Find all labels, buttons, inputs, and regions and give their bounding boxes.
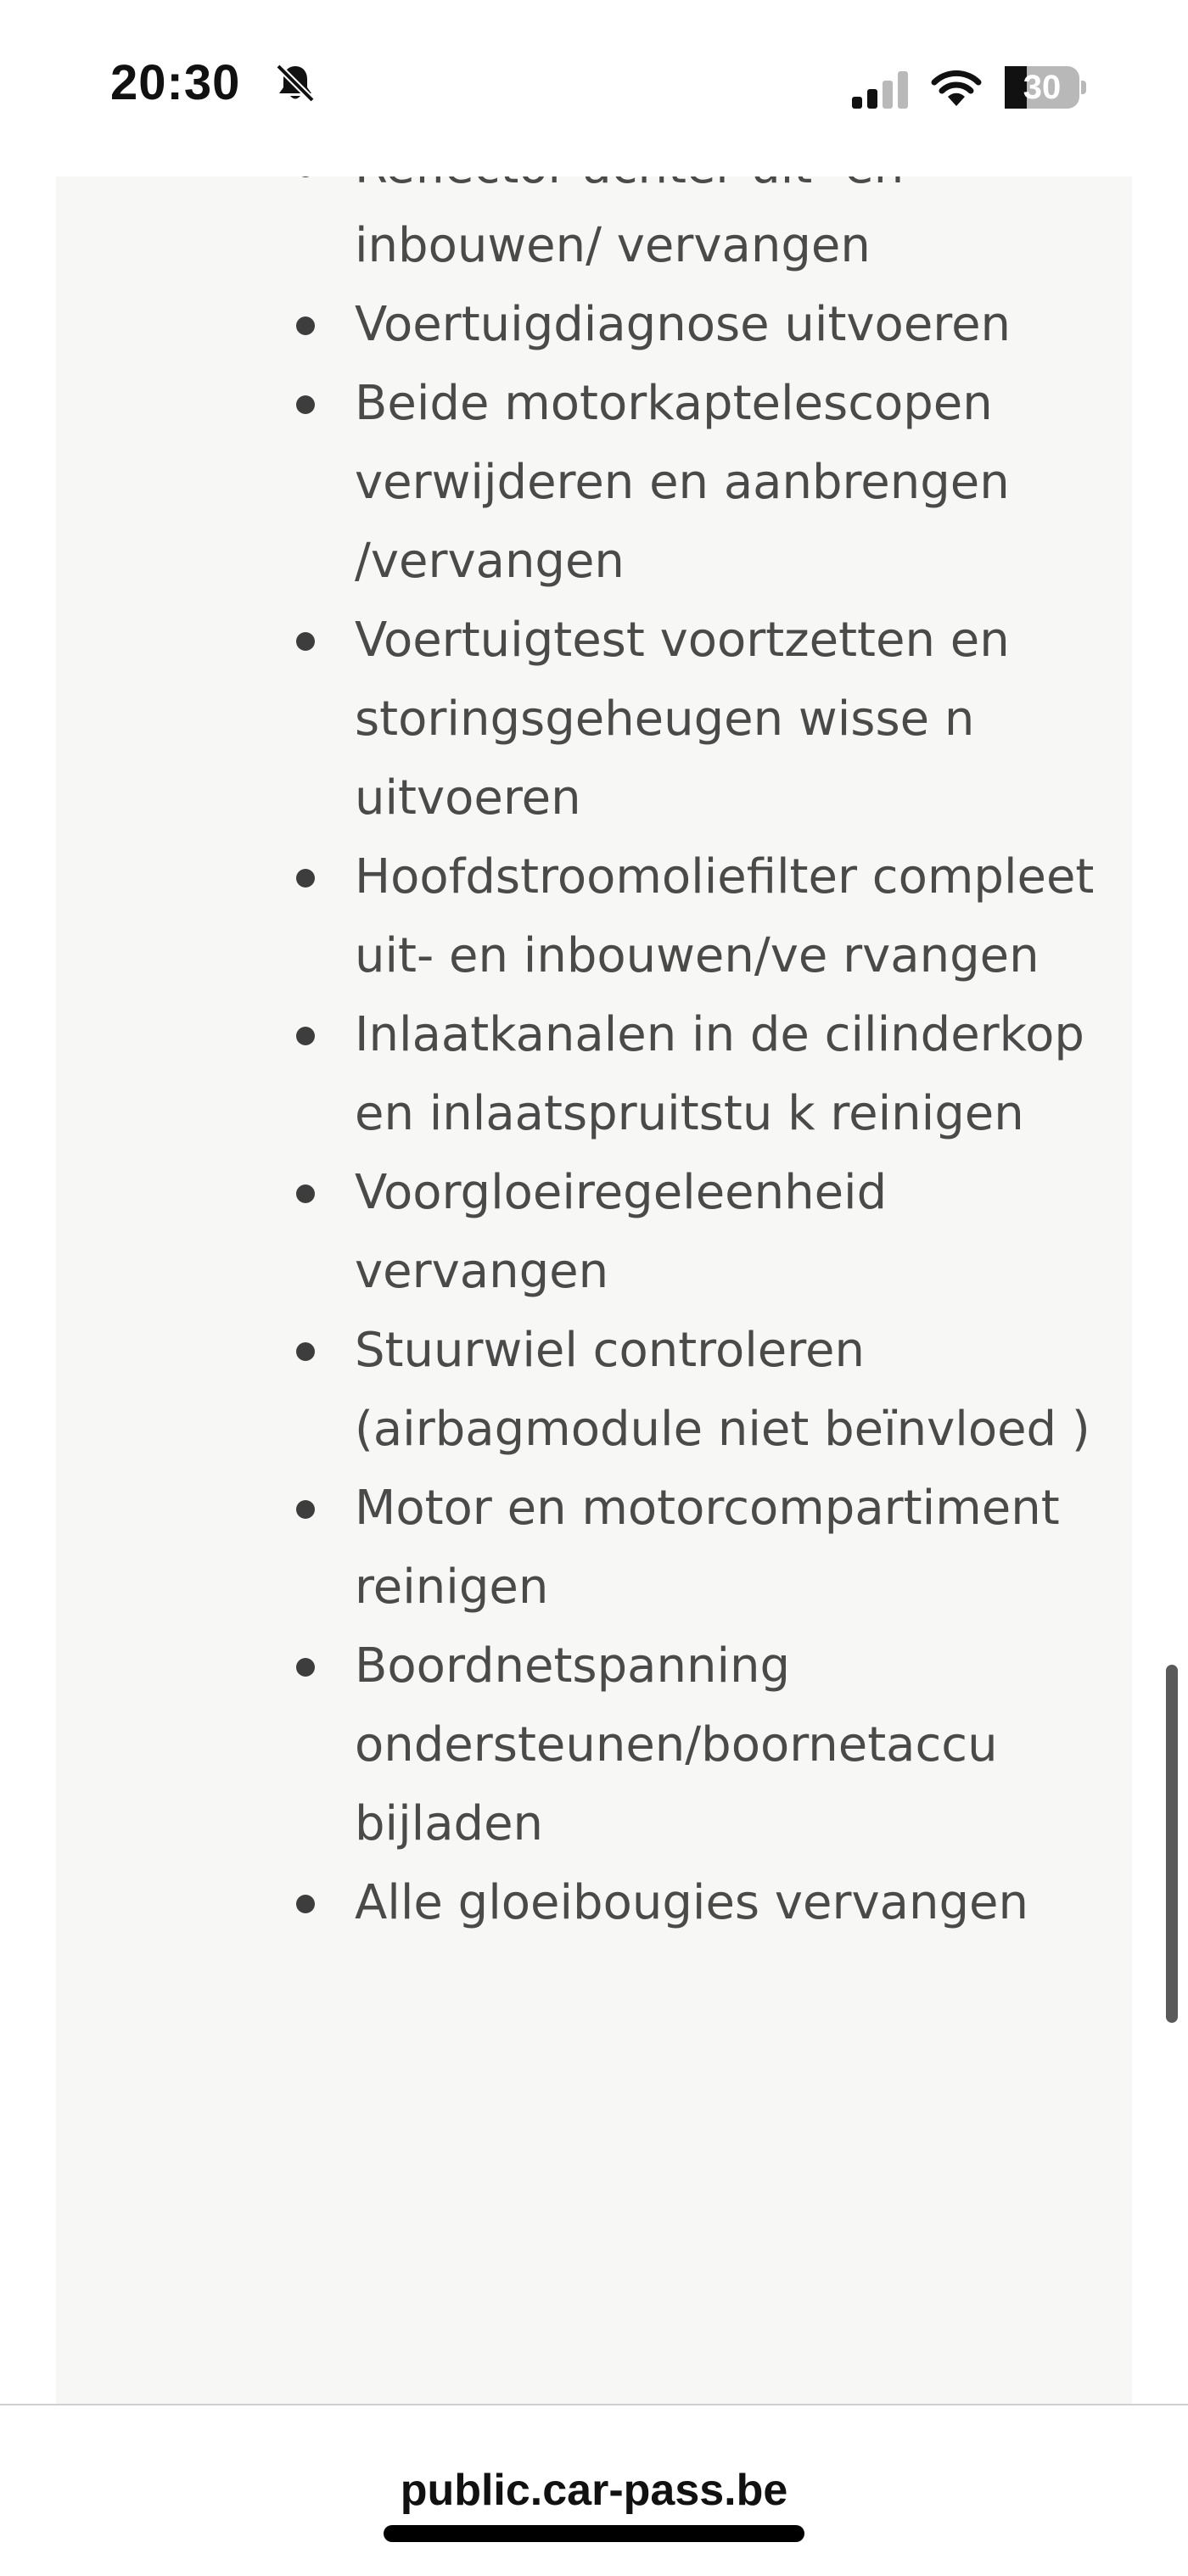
list-item-text: Boordnetspanning ondersteunen/boornetaccu bijladen xyxy=(355,1638,998,1851)
battery-body xyxy=(1005,66,1079,109)
list-item xyxy=(56,601,1132,837)
cellular-signal-icon xyxy=(852,71,911,109)
maintenance-item-list xyxy=(56,127,1132,1942)
bullet-icon xyxy=(296,632,315,651)
battery-icon xyxy=(1005,66,1086,109)
bullet-icon xyxy=(296,1027,315,1045)
browser-address-bar[interactable] xyxy=(0,2404,1188,2573)
scrollbar[interactable] xyxy=(1166,1665,1178,2023)
list-item xyxy=(56,1311,1132,1469)
wifi-icon xyxy=(930,66,983,109)
bullet-icon xyxy=(296,1342,315,1361)
bullet-icon xyxy=(296,1500,315,1519)
list-item xyxy=(56,995,1132,1153)
list-item xyxy=(56,285,1132,364)
status-bar xyxy=(0,0,1188,176)
battery-level: 30 xyxy=(1023,69,1062,106)
list-item xyxy=(56,364,1132,601)
list-item-text: Motor en motorcompartiment reinigen xyxy=(355,1481,1060,1615)
url-text[interactable]: public.car-pass.be xyxy=(400,2466,788,2515)
bullet-icon xyxy=(296,316,315,335)
list-item xyxy=(56,1469,1132,1627)
bullet-icon xyxy=(296,1184,315,1203)
status-time: 20:30 xyxy=(110,55,241,110)
list-item-text: Alle gloeibougies vervangen xyxy=(355,1875,1028,1930)
list-item xyxy=(56,1153,1132,1311)
list-item-text: Hoofdstroomoliefilter compleet uit- en inbouwen/ve rvangen xyxy=(355,849,1095,983)
list-item-text: Voertuigtest voortzetten en storingsgeheugen wisse n uitvoeren xyxy=(355,613,1010,826)
list-item-text: Voertuigdiagnose uitvoeren xyxy=(355,297,1011,352)
home-indicator[interactable] xyxy=(384,2525,804,2542)
bullet-icon xyxy=(296,1658,315,1677)
list-item-text: inbouwen/ vervangen xyxy=(355,218,871,273)
bullet-icon xyxy=(296,1895,315,1913)
list-item-text: Beide motorkaptelescopen verwijderen en aanbrengen /vervangen xyxy=(355,376,1010,589)
bullet-icon xyxy=(296,869,315,888)
bell-slash-icon xyxy=(273,61,317,105)
list-item-text: Inlaatkanalen in de cilinderkop en inlaatspruitstu k reinigen xyxy=(355,1007,1084,1141)
list-item xyxy=(56,837,1132,995)
list-item-text: Voorgloeiregeleenheid vervangen xyxy=(355,1165,888,1299)
list-item xyxy=(56,1627,1132,1863)
list-item-text: Stuurwiel controleren (airbagmodule niet beïnvloed ) xyxy=(355,1323,1090,1457)
bullet-icon xyxy=(296,395,315,414)
page-content xyxy=(56,176,1132,2404)
list-item xyxy=(56,1863,1132,1942)
battery-cap xyxy=(1081,81,1086,94)
